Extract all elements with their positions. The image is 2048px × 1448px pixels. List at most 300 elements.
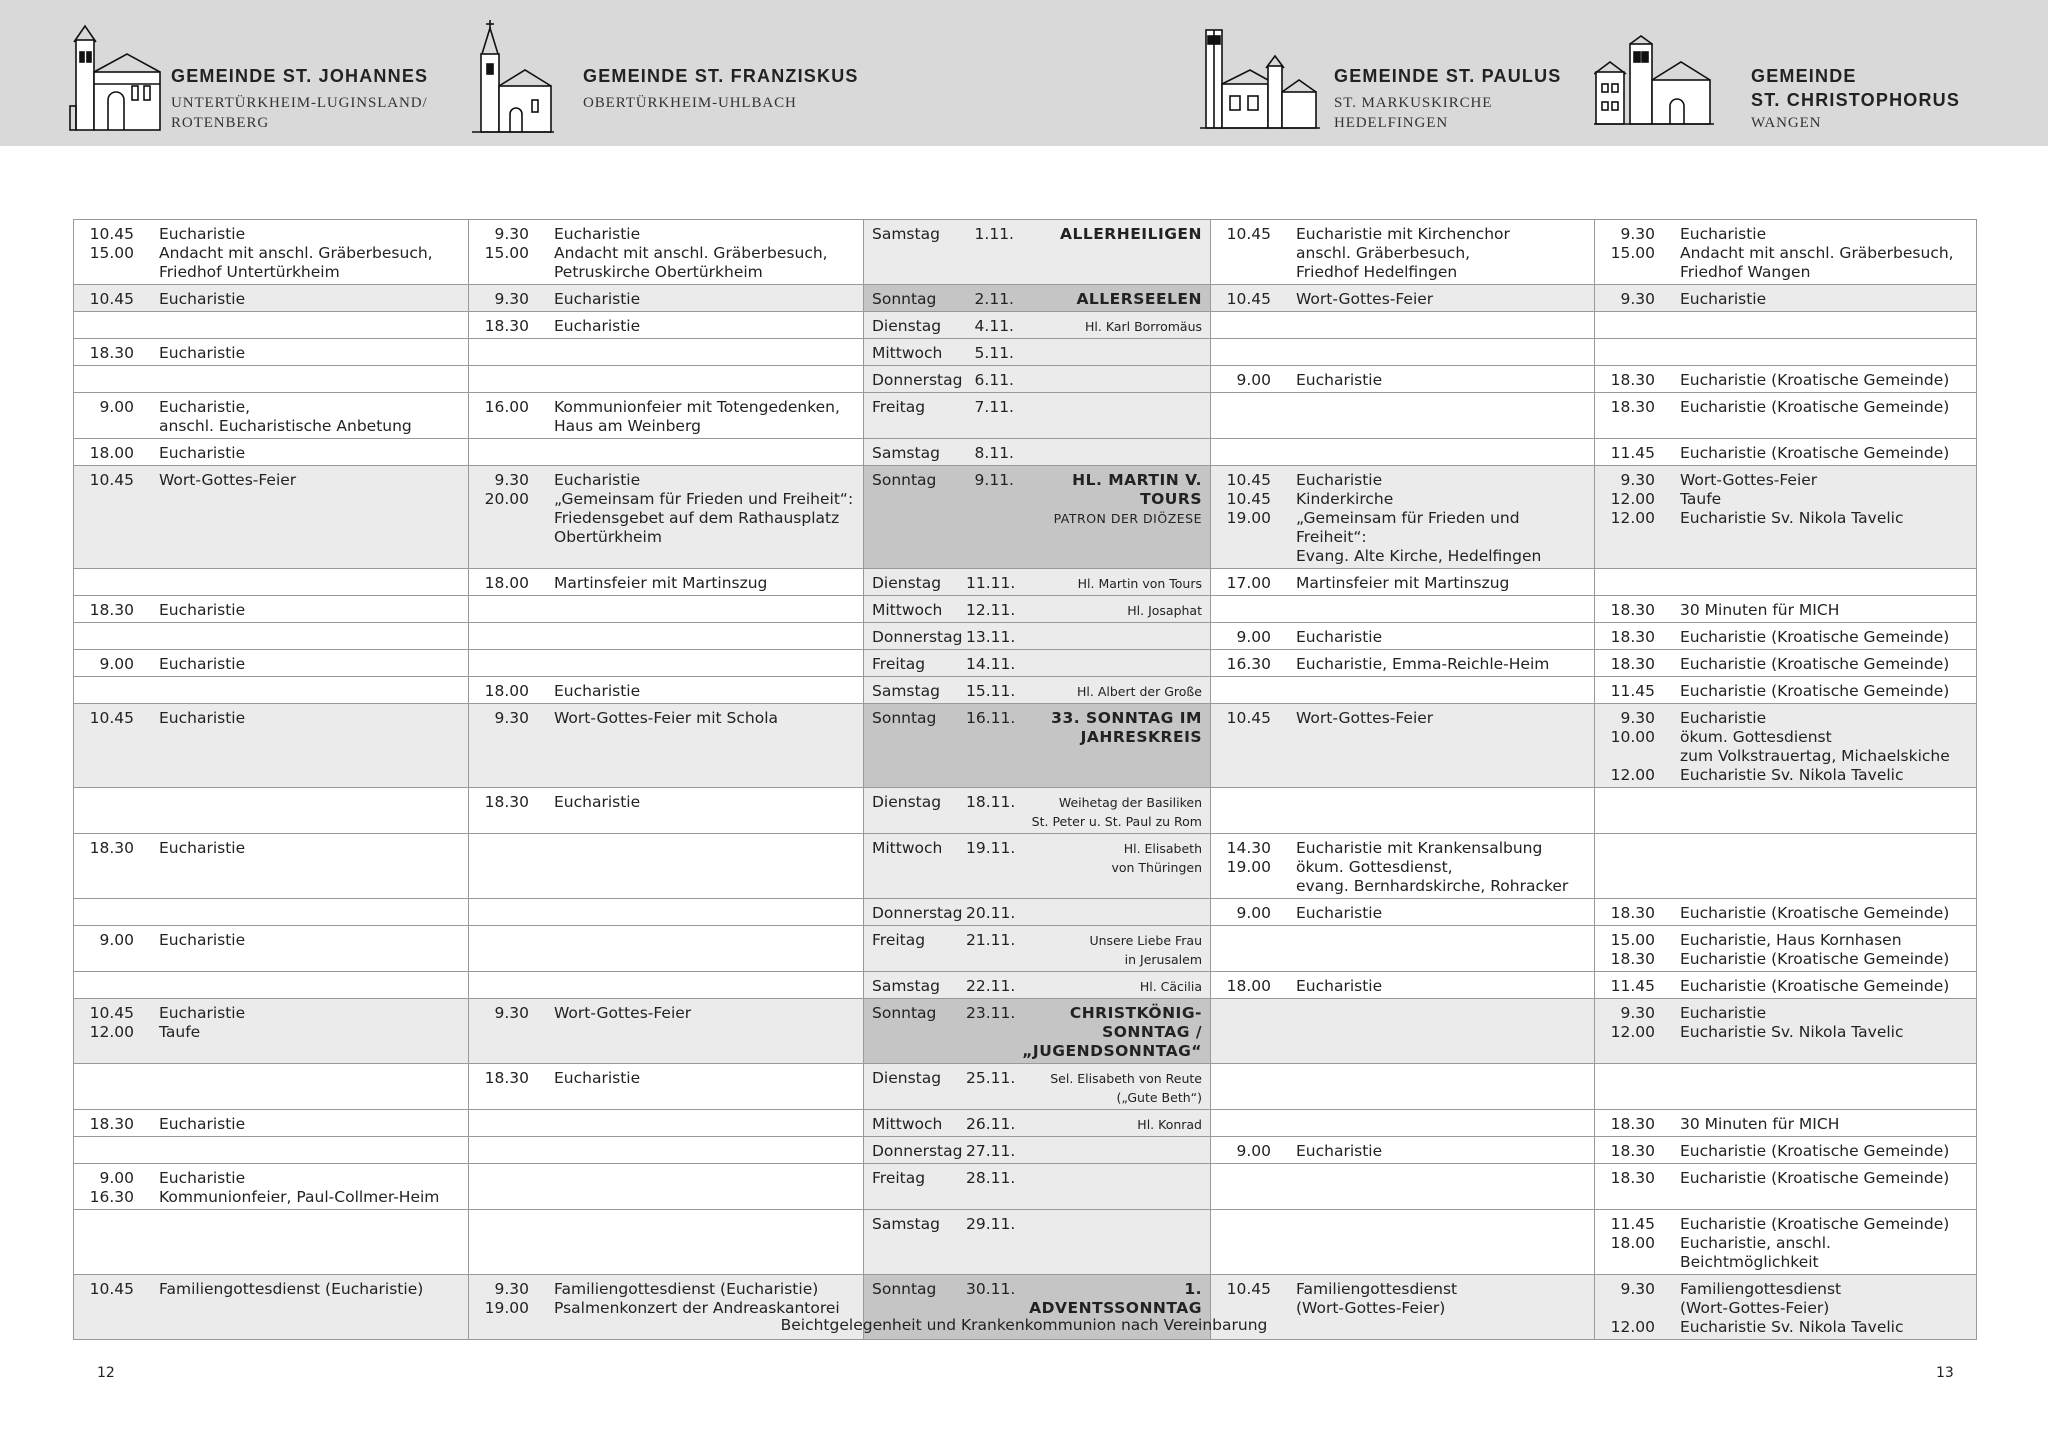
st-paulus-cell: [1211, 366, 1595, 393]
service-description: Wort-Gottes-Feier: [1296, 709, 1434, 727]
service-description: Taufe: [1680, 490, 1722, 508]
service-description: Eucharistie (Kroatische Gemeinde): [1680, 444, 1950, 462]
st-johannes-cell: [74, 220, 469, 285]
st-paulus-cell: [1211, 1110, 1595, 1137]
st-franziskus-cell: [469, 312, 864, 339]
date-cell: [864, 834, 1211, 899]
service-time: 16.30: [89, 1188, 134, 1206]
st-christophorus-cell: [1595, 1110, 1977, 1137]
st-christophorus-cell: [1595, 623, 1977, 650]
schedule-row: [74, 339, 1977, 366]
st-paulus-cell: [1211, 1164, 1595, 1210]
service-description: Taufe: [159, 1023, 201, 1041]
service-description: Eucharistie: [1296, 904, 1383, 922]
st-paulus-cell: [1211, 623, 1595, 650]
schedule-row: [74, 972, 1977, 999]
service-entry: [1603, 1215, 1968, 1234]
service-description: Eucharistie (Kroatische Gemeinde): [1680, 1169, 1950, 1187]
st-johannes-cell: [74, 999, 469, 1064]
feast-line: Unsere Liebe Frau: [1089, 933, 1202, 948]
weekday: Donnerstag: [872, 1142, 963, 1160]
feast-day: [1014, 1215, 1202, 1234]
service-entry: [1219, 709, 1586, 728]
weekday: Sonntag: [872, 1004, 937, 1022]
schedule-row: [74, 623, 1977, 650]
service-entry: [1603, 601, 1968, 620]
schedule-row: [74, 393, 1977, 439]
feast-line: „JUGENDSONNTAG“: [1022, 1042, 1202, 1060]
service-entry: [82, 655, 460, 674]
st-christophorus-cell: [1595, 466, 1977, 569]
schedule-row: [74, 999, 1977, 1064]
st-paulus-cell: [1211, 339, 1595, 366]
date-cell: [864, 1110, 1211, 1137]
service-description: Eucharistie (Kroatische Gemeinde): [1680, 398, 1950, 416]
service-time: 10.45: [89, 1280, 134, 1298]
date: 13.11.: [966, 628, 1016, 646]
footer-note: Beichtgelegenheit und Krankenkommunion nach Vereinbarung: [780, 1316, 1268, 1334]
feast-day: [1014, 1004, 1202, 1061]
service-entry: [1603, 509, 1968, 528]
feast-line: Hl. Martin von Tours: [1077, 576, 1202, 591]
date: 16.11.: [966, 709, 1016, 727]
date: 27.11.: [966, 1142, 1016, 1160]
service-time: 9.30: [494, 225, 529, 243]
service-time: 9.00: [1236, 904, 1271, 922]
weekday: Mittwoch: [872, 601, 943, 619]
service-time: 9.30: [1620, 1004, 1655, 1022]
st-paulus-cell: [1211, 926, 1595, 972]
service-description: ökum. Gottesdienst: [1680, 728, 1832, 746]
service-time: 9.30: [1620, 1280, 1655, 1298]
service-time: 9.30: [494, 290, 529, 308]
feast-day: [1014, 444, 1202, 463]
service-description: Eucharistie (Kroatische Gemeinde): [1680, 682, 1950, 700]
service-entry: [1603, 290, 1968, 309]
st-johannes-cell: [74, 1064, 469, 1110]
weekday: Freitag: [872, 931, 926, 949]
service-time: 10.45: [1226, 490, 1271, 508]
weekday: Samstag: [872, 1215, 940, 1233]
service-entry: [1219, 977, 1586, 996]
service-time: 12.00: [1610, 1318, 1655, 1336]
date-cell: [864, 439, 1211, 466]
service-description: Eucharistie: [159, 290, 246, 308]
service-entry: [477, 417, 855, 436]
service-description: Eucharistie: [159, 444, 246, 462]
service-time: 18.30: [1610, 1169, 1655, 1187]
weekday: Sonntag: [872, 290, 937, 308]
service-time: 9.30: [1620, 709, 1655, 727]
weekday: Dienstag: [872, 574, 942, 592]
service-time: 9.30: [494, 1004, 529, 1022]
service-entry: [1219, 904, 1586, 923]
service-entry: [1603, 398, 1968, 417]
service-time: [477, 528, 529, 547]
service-description: Kommunionfeier mit Totengedenken,: [554, 398, 840, 416]
st-paulus-cell: [1211, 393, 1595, 439]
service-entry: [477, 263, 855, 282]
service-time: 18.30: [1610, 1142, 1655, 1160]
service-time: 10.45: [89, 471, 134, 489]
service-time: 12.00: [1610, 490, 1655, 508]
date: 22.11.: [966, 977, 1016, 995]
st-christophorus-cell: [1595, 1164, 1977, 1210]
service-entry: [477, 471, 855, 490]
service-entry: [477, 509, 855, 528]
service-time: 9.00: [99, 931, 134, 949]
service-description: Kinderkirche: [1296, 490, 1394, 508]
st-franziskus-cell: [469, 285, 864, 312]
parish-name: GEMEINDE: [1751, 66, 1857, 86]
schedule-row: [74, 650, 1977, 677]
st-franziskus-cell: [469, 834, 864, 899]
date-cell: [864, 339, 1211, 366]
service-description: Eucharistie Sv. Nikola Tavelic: [1680, 1023, 1904, 1041]
service-entry: [477, 574, 855, 593]
service-time: 15.00: [1610, 931, 1655, 949]
date-cell: [864, 650, 1211, 677]
service-description: Eucharistie (Kroatische Gemeinde): [1680, 1142, 1950, 1160]
service-entry: [477, 709, 855, 728]
service-time: [82, 263, 134, 282]
service-description: Andacht mit anschl. Gräberbesuch,: [554, 244, 828, 262]
service-time: 11.45: [1610, 1215, 1655, 1233]
service-time: 18.30: [1610, 601, 1655, 619]
page-number-right: 13: [1936, 1365, 1954, 1381]
service-time: 18.30: [1610, 371, 1655, 389]
church-st-johannes-icon: [68, 22, 168, 134]
st-christophorus-cell: [1595, 677, 1977, 704]
service-time: 10.45: [1226, 709, 1271, 727]
service-time: 9.00: [99, 655, 134, 673]
service-description: (Wort-Gottes-Feier): [1296, 1299, 1446, 1317]
date-cell: [864, 220, 1211, 285]
st-christophorus-cell: [1595, 312, 1977, 339]
st-christophorus-cell: [1595, 285, 1977, 312]
st-johannes-cell: [74, 366, 469, 393]
service-time: 9.30: [1620, 471, 1655, 489]
weekday: Donnerstag: [872, 628, 963, 646]
service-time: 11.45: [1610, 682, 1655, 700]
feast-day: [1014, 1115, 1202, 1134]
service-description: ökum. Gottesdienst,: [1296, 858, 1453, 876]
service-time: 18.00: [1226, 977, 1271, 995]
weekday: Dienstag: [872, 317, 942, 335]
service-time: 9.30: [1620, 290, 1655, 308]
service-entry: [1603, 655, 1968, 674]
st-franziskus-cell: [469, 899, 864, 926]
service-description: Eucharistie, Haus Kornhasen: [1680, 931, 1902, 949]
service-time: [82, 417, 134, 436]
service-entry: [1603, 490, 1968, 509]
service-entry: [477, 682, 855, 701]
st-christophorus-cell: [1595, 393, 1977, 439]
service-time: 12.00: [89, 1023, 134, 1041]
service-description: Evang. Alte Kirche, Hedelfingen: [1296, 547, 1542, 565]
st-johannes-cell: [74, 285, 469, 312]
service-entry: [82, 398, 460, 417]
schedule-row: [74, 569, 1977, 596]
service-entry: [82, 601, 460, 620]
service-time: 12.00: [1610, 1023, 1655, 1041]
st-franziskus-cell: [469, 677, 864, 704]
schedule-row: [74, 312, 1977, 339]
st-franziskus-cell: [469, 1064, 864, 1110]
feast-day: [1014, 1169, 1202, 1188]
service-entry: [1603, 263, 1968, 282]
st-johannes-cell: [74, 312, 469, 339]
st-johannes-cell: [74, 393, 469, 439]
service-entry: [1603, 950, 1968, 969]
st-johannes-cell: [74, 1210, 469, 1275]
date-cell: [864, 366, 1211, 393]
parish-location: WANGEN: [1751, 115, 1822, 131]
service-entry: [1603, 728, 1968, 747]
date-cell: [864, 623, 1211, 650]
feast-line: Hl. Albert der Große: [1077, 684, 1202, 699]
service-entry: [477, 793, 855, 812]
weekday: Donnerstag: [872, 904, 963, 922]
service-description: (Wort-Gottes-Feier): [1680, 1299, 1830, 1317]
st-franziskus-cell: [469, 650, 864, 677]
service-time: 9.00: [1236, 628, 1271, 646]
service-entry: [1219, 490, 1586, 509]
st-johannes-cell: [74, 926, 469, 972]
service-description: Eucharistie: [159, 601, 246, 619]
church-st-paulus-icon: [1200, 22, 1320, 132]
service-description: Eucharistie: [159, 655, 246, 673]
service-entry: [1603, 977, 1968, 996]
st-johannes-cell: [74, 596, 469, 623]
feast-line: Weihetag der Basiliken: [1058, 795, 1202, 810]
service-time: 18.30: [1610, 1115, 1655, 1133]
st-christophorus-cell: [1595, 366, 1977, 393]
service-time: 18.30: [1610, 655, 1655, 673]
schedule-row: [74, 1210, 1977, 1275]
st-paulus-cell: [1211, 899, 1595, 926]
date-cell: [864, 999, 1211, 1064]
service-entry: [1219, 1142, 1586, 1161]
date: 30.11.: [966, 1280, 1016, 1298]
date-cell: [864, 1164, 1211, 1210]
service-description: Eucharistie: [1296, 1142, 1383, 1160]
st-franziskus-cell: [469, 999, 864, 1064]
service-time: 18.30: [484, 317, 529, 335]
weekday: Freitag: [872, 1169, 926, 1187]
st-johannes-cell: [74, 677, 469, 704]
service-entry: [1603, 766, 1968, 785]
st-christophorus-cell: [1595, 972, 1977, 999]
service-description: Eucharistie Sv. Nikola Tavelic: [1680, 1318, 1904, 1336]
feast-day: [1014, 793, 1202, 831]
service-description: Haus am Weinberg: [554, 417, 701, 435]
parish-header-st-paulus: [1200, 0, 1580, 146]
date-cell: [864, 312, 1211, 339]
service-description: Eucharistie: [1680, 709, 1767, 727]
schedule-row: [74, 439, 1977, 466]
parish-header-st-franziskus: [470, 0, 890, 146]
service-entry: [82, 1115, 460, 1134]
schedule-row: [74, 1164, 1977, 1210]
feast-line: Hl. Cäcilia: [1139, 979, 1202, 994]
service-entry: [82, 1188, 460, 1207]
schedule-row: [74, 1110, 1977, 1137]
service-entry: [1603, 1023, 1968, 1042]
service-description: Wort-Gottes-Feier: [1296, 290, 1434, 308]
st-franziskus-cell: [469, 466, 864, 569]
service-time: [477, 417, 529, 436]
service-entry: [1603, 471, 1968, 490]
service-time: 18.30: [89, 344, 134, 362]
service-description: Eucharistie mit Krankensalbung: [1296, 839, 1543, 857]
weekday: Freitag: [872, 398, 926, 416]
service-description: Eucharistie: [1296, 977, 1383, 995]
service-description: Eucharistie,: [159, 398, 251, 416]
service-time: 18.30: [484, 793, 529, 811]
st-johannes-cell: [74, 1137, 469, 1164]
feast-day: [1014, 709, 1202, 747]
st-paulus-cell: [1211, 220, 1595, 285]
feast-day: [1014, 682, 1202, 701]
feast-day: [1014, 290, 1202, 309]
service-time: [1219, 263, 1271, 282]
st-christophorus-cell: [1595, 339, 1977, 366]
service-time: 16.00: [484, 398, 529, 416]
date: 20.11.: [966, 904, 1016, 922]
service-time: 9.00: [1236, 371, 1271, 389]
schedule-row: [74, 466, 1977, 569]
schedule-row: [74, 788, 1977, 834]
service-time: 9.30: [494, 1280, 529, 1298]
service-description: Eucharistie: [159, 1004, 246, 1022]
date: 1.11.: [974, 225, 1014, 243]
service-description: Familiengottesdienst (Eucharistie): [159, 1280, 424, 1298]
st-paulus-cell: [1211, 999, 1595, 1064]
st-franziskus-cell: [469, 1110, 864, 1137]
date: 7.11.: [974, 398, 1014, 416]
service-time: 10.45: [1226, 225, 1271, 243]
service-time: 9.30: [494, 709, 529, 727]
st-paulus-cell: [1211, 972, 1595, 999]
service-time: [1219, 244, 1271, 263]
st-christophorus-cell: [1595, 1064, 1977, 1110]
service-description: Wort-Gottes-Feier: [554, 1004, 692, 1022]
service-entry: [1219, 371, 1586, 390]
date-cell: [864, 704, 1211, 788]
feast-line: ALLERSEELEN: [1076, 290, 1202, 308]
service-time: 10.45: [1226, 290, 1271, 308]
st-paulus-cell: [1211, 704, 1595, 788]
feast-day: [1014, 904, 1202, 923]
st-christophorus-cell: [1595, 439, 1977, 466]
service-entry: [82, 1023, 460, 1042]
feast-day: [1014, 1280, 1202, 1318]
service-time: 11.45: [1610, 977, 1655, 995]
service-time: 10.45: [89, 290, 134, 308]
feast-day: [1014, 839, 1202, 877]
service-entry: [477, 490, 855, 509]
weekday: Mittwoch: [872, 344, 943, 362]
date: 21.11.: [966, 931, 1016, 949]
weekday: Samstag: [872, 444, 940, 462]
service-description: Friedhof Hedelfingen: [1296, 263, 1458, 281]
service-time: 19.00: [1226, 858, 1271, 876]
service-description: Familiengottesdienst: [1680, 1280, 1842, 1298]
service-time: 17.00: [1226, 574, 1271, 592]
service-description: Martinsfeier mit Martinszug: [1296, 574, 1510, 592]
service-description: Eucharistie: [159, 1115, 246, 1133]
st-franziskus-cell: [469, 393, 864, 439]
service-entry: [82, 471, 460, 490]
date: 4.11.: [974, 317, 1014, 335]
service-time: 9.00: [1236, 1142, 1271, 1160]
weekday: Samstag: [872, 682, 940, 700]
st-paulus-cell: [1211, 677, 1595, 704]
service-description: Eucharistie: [554, 317, 641, 335]
st-johannes-cell: [74, 1164, 469, 1210]
service-description: Eucharistie: [1296, 471, 1383, 489]
service-description: Martinsfeier mit Martinszug: [554, 574, 768, 592]
service-entry: [1219, 628, 1586, 647]
service-entry: [1603, 1142, 1968, 1161]
feast-line: HL. MARTIN V. TOURS: [1072, 471, 1202, 508]
service-description: Eucharistie (Kroatische Gemeinde): [1680, 655, 1950, 673]
date: 19.11.: [966, 839, 1016, 857]
service-entry: [1603, 709, 1968, 728]
page-header: [0, 0, 2048, 146]
service-entry: [477, 317, 855, 336]
service-time: [1219, 547, 1271, 566]
feast-line: von Thüringen: [1111, 860, 1202, 875]
service-entry: [1219, 290, 1586, 309]
service-entry: [82, 931, 460, 950]
service-time: 18.30: [1610, 628, 1655, 646]
schedule-row: [74, 704, 1977, 788]
service-description: anschl. Gräberbesuch,: [1296, 244, 1471, 262]
st-christophorus-cell: [1595, 569, 1977, 596]
feast-day: [1014, 977, 1202, 996]
schedule-row: [74, 677, 1977, 704]
service-entry: [477, 1069, 855, 1088]
st-paulus-cell: [1211, 569, 1595, 596]
service-entry: [82, 225, 460, 244]
service-description: Petruskirche Obertürkheim: [554, 263, 763, 281]
st-christophorus-cell: [1595, 704, 1977, 788]
service-time: 11.45: [1610, 444, 1655, 462]
service-time: 10.45: [89, 709, 134, 727]
schedule-row: [74, 596, 1977, 623]
service-description: Eucharistie: [1680, 225, 1767, 243]
service-time: [477, 263, 529, 282]
service-description: Eucharistie (Kroatische Gemeinde): [1680, 371, 1950, 389]
date: 14.11.: [966, 655, 1016, 673]
feast-line: Hl. Karl Borromäus: [1085, 319, 1202, 334]
service-time: 18.00: [89, 444, 134, 462]
service-time: 18.30: [89, 839, 134, 857]
service-time: 9.30: [494, 471, 529, 489]
service-time: 14.30: [1226, 839, 1271, 857]
service-description: evang. Bernhardskirche, Rohracker: [1296, 877, 1569, 895]
weekday: Donnerstag: [872, 371, 963, 389]
service-description: Eucharistie (Kroatische Gemeinde): [1680, 1215, 1950, 1233]
service-time: 15.00: [1610, 244, 1655, 262]
feast-day: [1014, 398, 1202, 417]
st-franziskus-cell: [469, 439, 864, 466]
feast-day: [1014, 628, 1202, 647]
service-description: Eucharistie (Kroatische Gemeinde): [1680, 950, 1950, 968]
service-time: 18.30: [1610, 398, 1655, 416]
